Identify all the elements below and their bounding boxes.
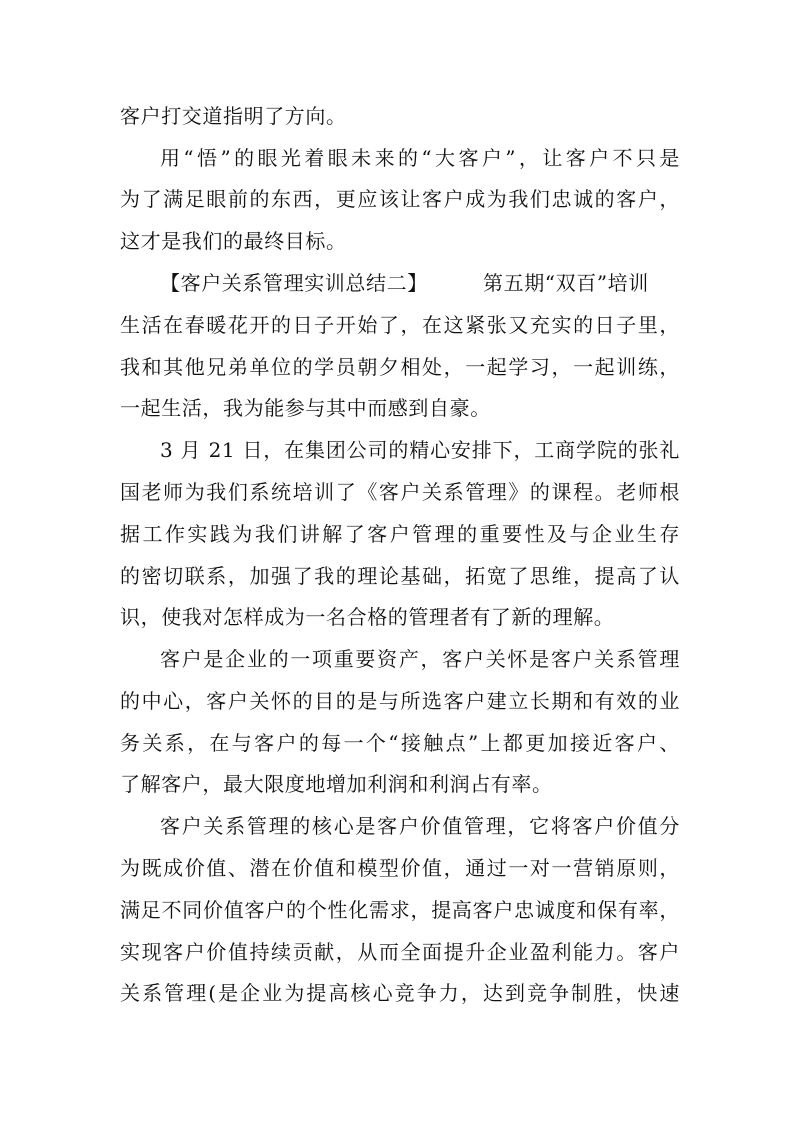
text-line: 我和其他兄弟单位的学员朝夕相处，一起学习，一起训练， (120, 355, 680, 379)
text-line: 为既成价值、潜在价值和模型价值，通过一对一营销原则， (120, 856, 680, 880)
text-line: 满足不同价值客户的个性化需求，提高客户忠诚度和保有率， (120, 898, 680, 922)
text-line: 3 月 21 日，在集团公司的精心安排下，工商学院的张礼 (160, 438, 680, 462)
text-line: 为了满足眼前的东西，更应该让客户成为我们忠诚的客户， (120, 187, 680, 211)
text-line: 这才是我们的最终目标。 (120, 229, 347, 253)
text-line: 了解客户，最大限度地增加利润和利润占有率。 (120, 772, 553, 796)
text-line: 客户打交道指明了方向。 (120, 104, 347, 128)
text-line: 的密切联系，加强了我的理论基础，拓宽了思维，提高了认 (120, 564, 680, 588)
text-line: 第五期“双百”培训 (483, 271, 649, 295)
text-line: 务关系，在与客户的每一个“接触点”上都更加接近客户、 (120, 731, 680, 755)
text-line: 客户关系管理的核心是客户价值管理，它将客户价值分 (160, 814, 680, 838)
text-line: 关系管理(是企业为提高核心竞争力，达到竞争制胜，快速 (120, 981, 680, 1005)
text-line: 据工作实践为我们讲解了客户管理的重要性及与企业生存 (120, 522, 680, 546)
section-heading: 【客户关系管理实训总结二】 (160, 271, 428, 295)
text-line: 用“悟”的眼光着眼未来的“大客户”，让客户不只是 (160, 146, 680, 170)
text-line: 实现客户价值持续贡献，从而全面提升企业盈利能力。客户 (120, 940, 680, 964)
text-line: 国老师为我们系统培训了《客户关系管理》的课程。老师根 (120, 480, 680, 504)
text-line: 生活在春暖花开的日子开始了，在这紧张又充实的日子里， (120, 313, 680, 337)
text-line: 识，使我对怎样成为一名合格的管理者有了新的理解。 (120, 605, 615, 629)
text-line: 的中心，客户关怀的目的是与所选客户建立长期和有效的业 (120, 689, 680, 713)
text-line: 一起生活，我为能参与其中而感到自豪。 (120, 396, 491, 420)
text-line: 客户是企业的一项重要资产，客户关怀是客户关系管理 (160, 647, 680, 671)
